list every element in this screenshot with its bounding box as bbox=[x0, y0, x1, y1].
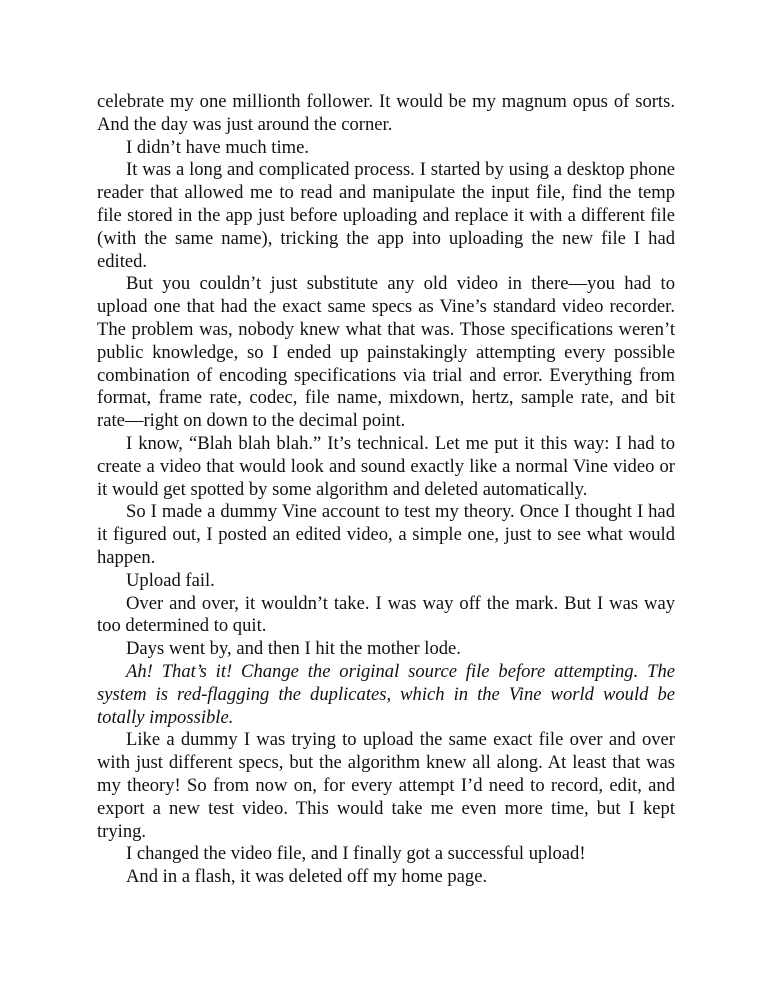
paragraph: I changed the video file, and I finally got a successful upload! bbox=[126, 843, 586, 865]
paragraph: But you couldn’t just substitute any old video in there—you had to upload one that had the exact same specs as Vine’s standard video recorder. The problem was, nobody knew what that was. Those specifications weren’t public knowledge, so I ended up painstakingly attempting every possible combination of encoding specifications via trial and error. Everything from format, frame rate, codec, file name, mixdown, hertz, sample rate, and bit rate—right on down to the decimal point. bbox=[97, 273, 675, 432]
paragraph-continuation: celebrate my one millionth follower. It would be my magnum opus of sorts. And the day was just around the corner. bbox=[97, 91, 675, 135]
paragraph: And in a flash, it was deleted off my home page. bbox=[126, 866, 488, 888]
paragraph: So I made a dummy Vine account to test my theory. Once I thought I had it figured out, I posted an edited video, a simple one, just to see what would happen. bbox=[97, 501, 675, 568]
paragraph: Like a dummy I was trying to upload the same exact file over and over with just different specs, but the algorithm knew all along. At least that was my theory! So from now on, for every attempt I’d need to record, edit, and export a new test video. This would take me even more time, but I kept trying. bbox=[97, 729, 675, 842]
paragraph: Days went by, and then I hit the mother lode. bbox=[126, 638, 461, 660]
page-body bbox=[97, 91, 675, 889]
paragraph: It was a long and complicated process. I started by using a desktop phone reader that allowed me to read and manipulate the input file, find the temp file stored in the app just before uploading and replace it with a different file (with the same name), tricking the app into uploading the new file I had edited. bbox=[97, 159, 675, 272]
paragraph: Over and over, it wouldn’t take. I was way off the mark. But I was way too determined to quit. bbox=[97, 592, 675, 637]
paragraph: I didn’t have much time. bbox=[126, 136, 309, 158]
italic-thought-paragraph: Ah! That’s it! Change the original source file before attempting. The system is red-flagging the duplicates, which in the Vine world would be totally impossible. bbox=[97, 660, 675, 728]
paragraph: I know, “Blah blah blah.” It’s technical. Let me put it this way: I had to create a video that would look and sound exactly like a normal Vine video or it would get spotted by some algorithm and deleted automatically. bbox=[97, 432, 675, 500]
paragraph: Upload fail. bbox=[126, 569, 215, 591]
